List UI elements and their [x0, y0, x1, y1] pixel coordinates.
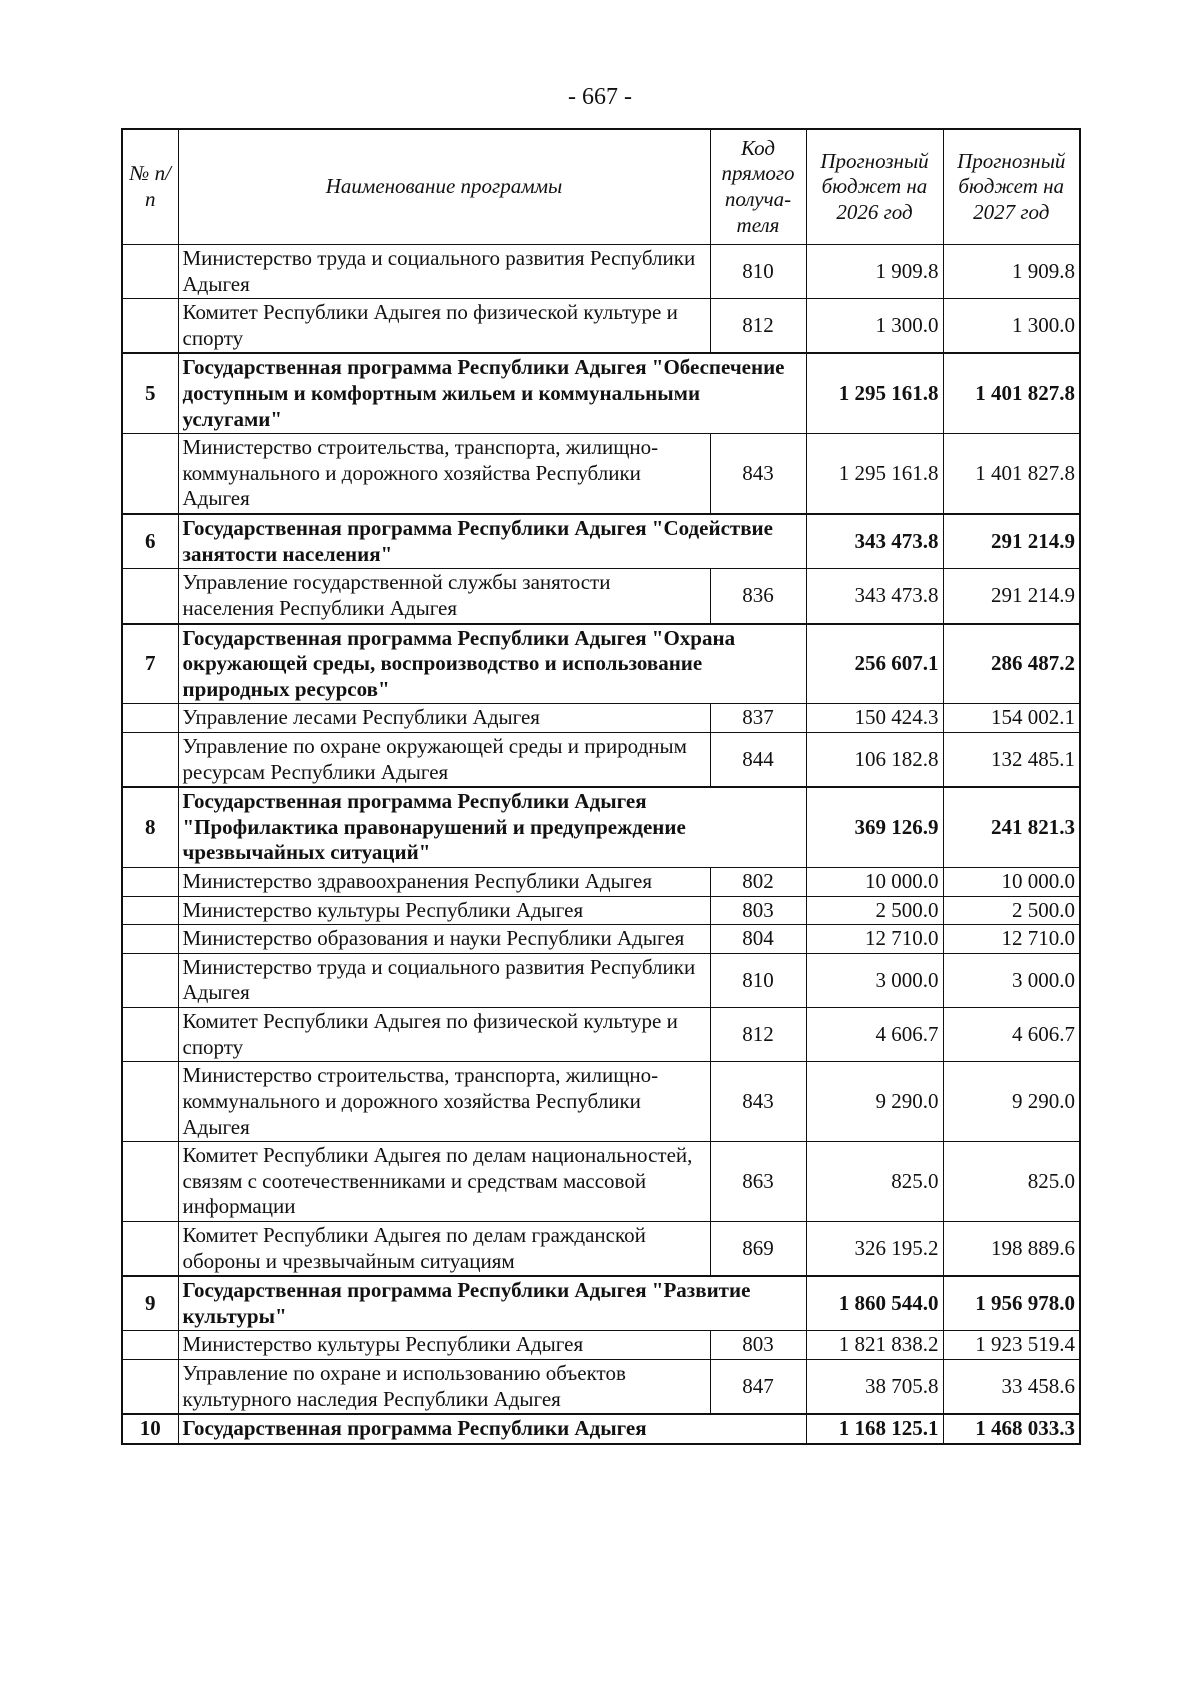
budget-2026-value: 256 607.1: [806, 624, 943, 704]
recipient-code: 843: [710, 434, 806, 514]
row-number: [122, 1359, 178, 1414]
recipient-row: [122, 1359, 1080, 1414]
program-name: Государственная программа Республики Адыгея "Охрана окружающей среды, воспроизводство и использование природных ресурсов": [178, 624, 806, 704]
recipient-row: [122, 299, 1080, 354]
page-number: - 667 -: [568, 84, 632, 110]
recipient-row: [122, 704, 1080, 733]
budget-2027-value: 286 487.2: [943, 624, 1080, 704]
row-number: [122, 732, 178, 787]
recipient-row: [122, 868, 1080, 897]
budget-2027-value: 1 300.0: [943, 299, 1080, 354]
recipient-row: [122, 1142, 1080, 1222]
program-name: Комитет Республики Адыгея по физической культуре и спорту: [178, 1008, 710, 1062]
row-number: [122, 1008, 178, 1062]
program-name: Управление лесами Республики Адыгея: [178, 704, 710, 733]
recipient-code: 837: [710, 704, 806, 733]
budget-2026-value: 3 000.0: [806, 953, 943, 1007]
budget-2026-value: 1 295 161.8: [806, 353, 943, 433]
row-number: [122, 245, 178, 299]
recipient-code: 863: [710, 1142, 806, 1222]
recipient-code: 804: [710, 925, 806, 954]
budget-2026-value: 1 909.8: [806, 245, 943, 299]
budget-2027-value: 291 214.9: [943, 514, 1080, 569]
recipient-row: [122, 953, 1080, 1007]
program-row: [122, 624, 1080, 704]
program-name: Государственная программа Республики Адыгея: [178, 1414, 806, 1444]
program-name: Министерство труда и социального развития Республики Адыгея: [178, 245, 710, 299]
row-number: [122, 1062, 178, 1142]
row-number: [122, 299, 178, 354]
table-header-row: [122, 129, 1080, 245]
row-number: 8: [122, 787, 178, 867]
budget-2026-value: 38 705.8: [806, 1359, 943, 1414]
row-number: [122, 896, 178, 925]
row-number: 5: [122, 353, 178, 433]
recipient-code: 803: [710, 1331, 806, 1360]
header-budget-2026: Прогнозный бюджет на 2026 год: [806, 129, 943, 245]
recipient-row: [122, 1221, 1080, 1276]
program-name: Государственная программа Республики Адыгея "Профилактика правонарушений и предупреждение чрезвычайных ситуаций": [178, 787, 806, 867]
row-number: [122, 868, 178, 897]
program-name: Министерство образования и науки Республики Адыгея: [178, 925, 710, 954]
budget-2026-value: 10 000.0: [806, 868, 943, 897]
recipient-code: 812: [710, 1008, 806, 1062]
budget-2027-value: 1 923 519.4: [943, 1331, 1080, 1360]
budget-2026-value: 1 821 838.2: [806, 1331, 943, 1360]
row-number: 7: [122, 624, 178, 704]
program-name: Комитет Республики Адыгея по делам национальностей, связям с соотечественниками и средствам массовой информации: [178, 1142, 710, 1222]
row-number: [122, 434, 178, 514]
recipient-code: 803: [710, 896, 806, 925]
budget-2027-value: 291 214.9: [943, 569, 1080, 624]
recipient-row: [122, 245, 1080, 299]
recipient-row: [122, 1331, 1080, 1360]
budget-2027-value: 33 458.6: [943, 1359, 1080, 1414]
header-name: Наименование программы: [178, 129, 710, 245]
recipient-code: 836: [710, 569, 806, 624]
budget-2026-value: 343 473.8: [806, 569, 943, 624]
recipient-code: 843: [710, 1062, 806, 1142]
program-name: Управление по охране и использованию объектов культурного наследия Республики Адыгея: [178, 1359, 710, 1414]
program-name: Комитет Республики Адыгея по делам гражданской обороны и чрезвычайным ситуациям: [178, 1221, 710, 1276]
row-number: [122, 953, 178, 1007]
header-code: Код прямого получа-теля: [710, 129, 806, 245]
budget-2026-value: 150 424.3: [806, 704, 943, 733]
table-body: [122, 245, 1080, 1444]
row-number: [122, 1221, 178, 1276]
program-row: [122, 1414, 1080, 1444]
program-name: Государственная программа Республики Адыгея "Содействие занятости населения": [178, 514, 806, 569]
recipient-row: [122, 569, 1080, 624]
program-row: [122, 1276, 1080, 1331]
budget-2026-value: 4 606.7: [806, 1008, 943, 1062]
recipient-row: [122, 1062, 1080, 1142]
row-number: [122, 569, 178, 624]
row-number: 6: [122, 514, 178, 569]
recipient-code: 812: [710, 299, 806, 354]
budget-2027-value: 1 956 978.0: [943, 1276, 1080, 1331]
program-name: Комитет Республики Адыгея по физической культуре и спорту: [178, 299, 710, 354]
header-budget-2027: Прогнозный бюджет на 2027 год: [943, 129, 1080, 245]
budget-2027-value: 825.0: [943, 1142, 1080, 1222]
row-number: [122, 1142, 178, 1222]
budget-2026-value: 825.0: [806, 1142, 943, 1222]
budget-2027-value: 154 002.1: [943, 704, 1080, 733]
budget-2027-value: 1 401 827.8: [943, 353, 1080, 433]
recipient-code: 802: [710, 868, 806, 897]
budget-2027-value: 1 468 033.3: [943, 1414, 1080, 1444]
budget-2027-value: 4 606.7: [943, 1008, 1080, 1062]
budget-2026-value: 343 473.8: [806, 514, 943, 569]
budget-2026-value: 1 300.0: [806, 299, 943, 354]
budget-2027-value: 3 000.0: [943, 953, 1080, 1007]
budget-2027-value: 12 710.0: [943, 925, 1080, 954]
recipient-row: [122, 434, 1080, 514]
row-number: [122, 1331, 178, 1360]
program-name: Министерство строительства, транспорта, жилищно-коммунального и дорожного хозяйства Республики Адыгея: [178, 1062, 710, 1142]
program-name: Министерство здравоохранения Республики Адыгея: [178, 868, 710, 897]
budget-2026-value: 12 710.0: [806, 925, 943, 954]
budget-2026-value: 1 168 125.1: [806, 1414, 943, 1444]
budget-2027-value: 1 909.8: [943, 245, 1080, 299]
row-number: 10: [122, 1414, 178, 1444]
program-name: Государственная программа Республики Адыгея "Обеспечение доступным и комфортным жильем и коммунальными услугами": [178, 353, 806, 433]
budget-2026-value: 106 182.8: [806, 732, 943, 787]
budget-2026-value: 1 860 544.0: [806, 1276, 943, 1331]
program-name: Государственная программа Республики Адыгея "Развитие культуры": [178, 1276, 806, 1331]
program-name: Министерство строительства, транспорта, жилищно-коммунального и дорожного хозяйства Республики Адыгея: [178, 434, 710, 514]
row-number: 9: [122, 1276, 178, 1331]
budget-2026-value: 2 500.0: [806, 896, 943, 925]
recipient-row: [122, 925, 1080, 954]
row-number: [122, 704, 178, 733]
budget-2027-value: 9 290.0: [943, 1062, 1080, 1142]
budget-2026-value: 369 126.9: [806, 787, 943, 867]
program-name: Управление государственной службы занятости населения Республики Адыгея: [178, 569, 710, 624]
program-row: [122, 787, 1080, 867]
recipient-row: [122, 1008, 1080, 1062]
row-number: [122, 925, 178, 954]
budget-2027-value: 132 485.1: [943, 732, 1080, 787]
recipient-code: 869: [710, 1221, 806, 1276]
budget-2026-value: 326 195.2: [806, 1221, 943, 1276]
recipient-row: [122, 896, 1080, 925]
program-row: [122, 353, 1080, 433]
program-name: Министерство труда и социального развития Республики Адыгея: [178, 953, 710, 1007]
budget-2027-value: 2 500.0: [943, 896, 1080, 925]
recipient-row: [122, 732, 1080, 787]
program-name: Министерство культуры Республики Адыгея: [178, 896, 710, 925]
recipient-code: 847: [710, 1359, 806, 1414]
budget-2027-value: 198 889.6: [943, 1221, 1080, 1276]
program-name: Министерство культуры Республики Адыгея: [178, 1331, 710, 1360]
budget-2027-value: 241 821.3: [943, 787, 1080, 867]
budget-2026-value: 9 290.0: [806, 1062, 943, 1142]
recipient-code: 844: [710, 732, 806, 787]
budget-2026-value: 1 295 161.8: [806, 434, 943, 514]
header-num: № п/п: [122, 129, 178, 245]
budget-table: [121, 128, 1081, 1445]
recipient-code: 810: [710, 953, 806, 1007]
budget-2027-value: 1 401 827.8: [943, 434, 1080, 514]
recipient-code: 810: [710, 245, 806, 299]
program-row: [122, 514, 1080, 569]
budget-2027-value: 10 000.0: [943, 868, 1080, 897]
program-name: Управление по охране окружающей среды и природным ресурсам Республики Адыгея: [178, 732, 710, 787]
